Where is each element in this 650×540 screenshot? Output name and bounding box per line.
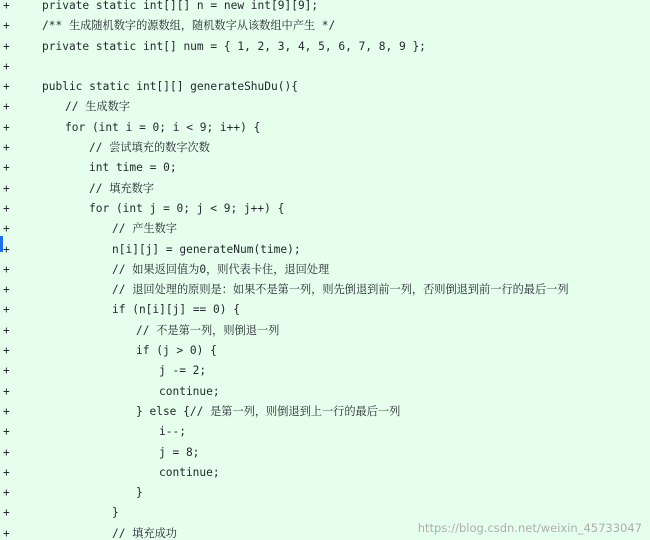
code-text: n[i][j] = generateNum(time); [112, 242, 301, 256]
code-text: } else {// 是第一列，则倒退到上一行的最后一列 [136, 404, 401, 418]
code-text: j = 8; [159, 445, 200, 459]
added-line-marker: + [3, 80, 10, 94]
added-line-marker: + [3, 526, 10, 540]
added-line-marker: + [3, 283, 10, 297]
code-text: // 产生数字 [112, 222, 177, 236]
added-line-marker: + [3, 262, 10, 276]
added-line-marker: + [3, 161, 10, 175]
diff-line [0, 260, 650, 280]
code-text: // 尝试填充的数字次数 [89, 141, 210, 155]
added-line-marker: + [3, 0, 10, 12]
diff-line [0, 199, 650, 219]
added-line-marker: + [3, 465, 10, 479]
added-line-marker: + [3, 425, 10, 439]
diff-line [0, 443, 650, 463]
diff-line [0, 463, 650, 483]
added-line-marker: + [3, 141, 10, 155]
diff-line [0, 240, 650, 260]
diff-line [0, 321, 650, 341]
code-text: j -= 2; [159, 364, 207, 378]
added-line-marker: + [3, 445, 10, 459]
diff-line [0, 483, 650, 503]
added-line-marker: + [3, 59, 10, 73]
added-line-marker: + [3, 222, 10, 236]
code-text: continue; [159, 384, 220, 398]
code-text: if (n[i][j] == 0) { [112, 303, 240, 317]
code-text: } [136, 486, 143, 500]
diff-line [0, 382, 650, 402]
code-text: i--; [159, 425, 186, 439]
added-line-marker: + [3, 19, 10, 33]
diff-line [0, 341, 650, 361]
code-text: continue; [159, 465, 220, 479]
code-text: // 填充成功 [112, 526, 177, 540]
code-text: private static int[] num = { 1, 2, 3, 4, 5, 6, 7, 8, 9 }; [42, 39, 426, 53]
code-text: /** 生成随机数字的源数组，随机数字从该数组中产生 */ [42, 19, 336, 33]
added-line-marker: + [3, 181, 10, 195]
diff-line [0, 118, 650, 138]
added-line-marker: + [3, 506, 10, 520]
added-line-marker: + [3, 323, 10, 337]
added-line-marker: + [3, 100, 10, 114]
code-text: // 生成数字 [65, 100, 130, 114]
diff-line [0, 422, 650, 442]
diff-line [0, 37, 650, 57]
code-text: // 退回处理的原则是：如果不是第一列，则先倒退到前一列，否则倒退到前一行的最后一列 [112, 283, 569, 297]
diff-line [0, 402, 650, 422]
diff-line [0, 300, 650, 320]
code-text: int time = 0; [89, 161, 177, 175]
added-line-marker: + [3, 39, 10, 53]
diff-line [0, 0, 650, 16]
code-text: for (int i = 0; i < 9; i++) { [65, 120, 261, 134]
code-text: for (int j = 0; j < 9; j++) { [89, 201, 285, 215]
added-line-marker: + [3, 201, 10, 215]
watermark: https://blog.csdn.net/weixin_45733047 [417, 521, 642, 535]
added-line-marker: + [3, 404, 10, 418]
added-line-marker: + [3, 242, 10, 256]
diff-line [0, 219, 650, 239]
code-text: private static int[][] n = new int[9][9]; [42, 0, 319, 12]
added-line-marker: + [3, 384, 10, 398]
added-line-marker: + [3, 364, 10, 378]
added-line-marker: + [3, 303, 10, 317]
code-text: } [112, 506, 119, 520]
code-text: // 填充数字 [89, 181, 154, 195]
diff-line [0, 138, 650, 158]
diff-line [0, 158, 650, 178]
added-line-marker: + [3, 344, 10, 358]
diff-line [0, 97, 650, 117]
added-line-marker: + [3, 486, 10, 500]
diff-line [0, 16, 650, 36]
diff-line [0, 361, 650, 381]
diff-line [0, 57, 650, 77]
diff-line [0, 179, 650, 199]
code-text: if (j > 0) { [136, 344, 217, 358]
code-text: // 不是第一列，则倒退一列 [136, 323, 280, 337]
code-text: // 如果返回值为0，则代表卡住，退回处理 [112, 262, 330, 276]
code-text: public static int[][] generateShuDu(){ [42, 80, 298, 94]
diff-line [0, 77, 650, 97]
added-line-marker: + [3, 120, 10, 134]
diff-line [0, 280, 650, 300]
